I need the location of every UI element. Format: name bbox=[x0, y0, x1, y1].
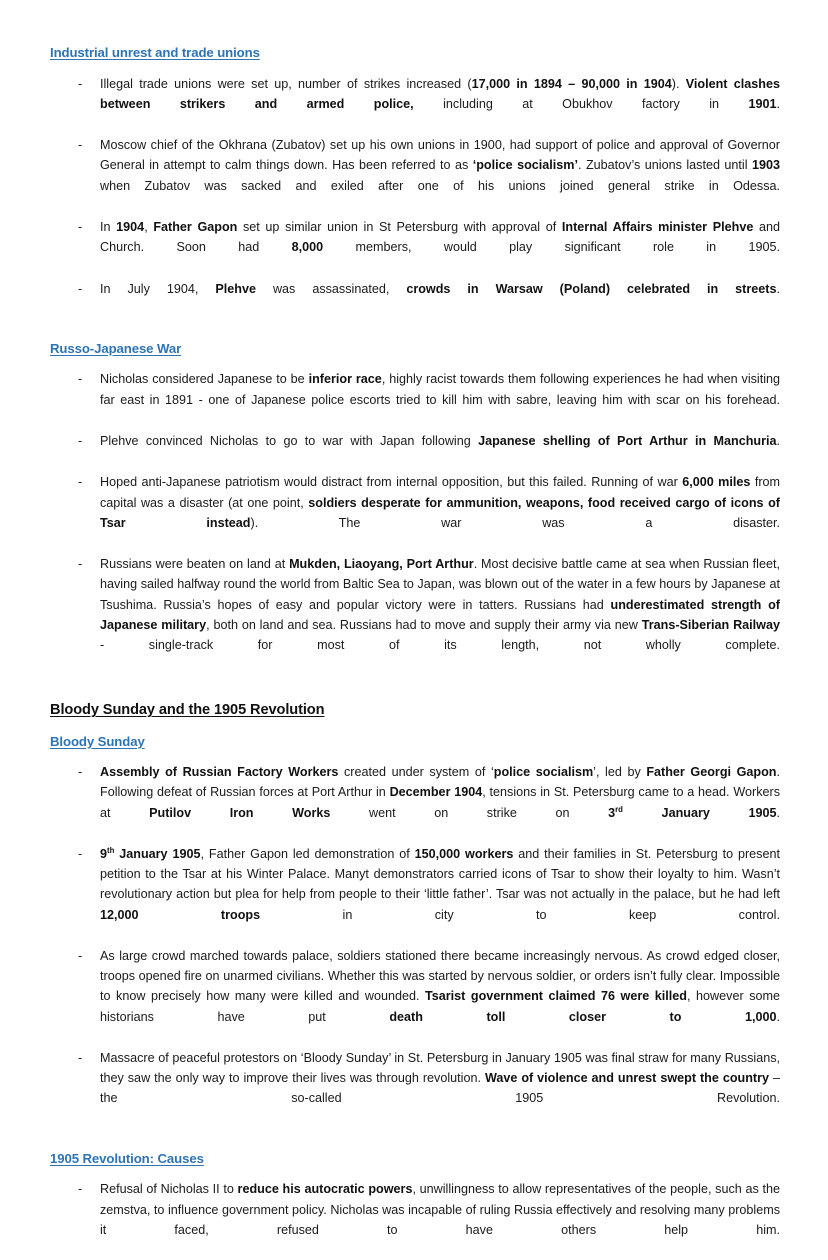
bullet-dash: - bbox=[78, 434, 83, 449]
text-run-bold: 1901 bbox=[748, 96, 777, 111]
text-run-bold: Tsarist government claimed 76 were killed bbox=[425, 989, 687, 1004]
text-run: members, would play significant role in 1905. bbox=[323, 240, 780, 255]
text-run: Nicholas considered Japanese to be bbox=[100, 372, 309, 387]
bullet-dash: - bbox=[78, 1051, 83, 1066]
text-run-bold: Father Georgi Gapon bbox=[646, 765, 777, 780]
text-run: Moscow chief of the Okhrana (Zubatov) set up his own unions in 1900, had support of police and approval of Governor General in attempt to calm things down. Has been referred to as bbox=[100, 138, 780, 173]
text-run: and Church. Soon had bbox=[100, 219, 780, 255]
list-item bbox=[50, 762, 780, 843]
list-item bbox=[50, 1179, 780, 1260]
bullet-list-1905-revolution-causes bbox=[50, 1179, 780, 1260]
bullet-dash: - bbox=[78, 1182, 83, 1197]
list-item-text bbox=[100, 844, 780, 945]
text-run-bold: 17,000 in 1894 – 90,000 in 1904 bbox=[471, 76, 672, 91]
list-item-text bbox=[100, 431, 780, 471]
text-run-bold: death toll closer to 1,000 bbox=[389, 1009, 777, 1024]
list-item bbox=[50, 1048, 780, 1129]
text-run: - single-track for most of its length, not wholly complete. bbox=[100, 638, 780, 653]
text-run-bold: crowds in Warsaw (Poland) celebrated in streets bbox=[406, 281, 777, 296]
bullet-dash: - bbox=[78, 949, 83, 964]
text-run-bold: 12,000 troops bbox=[100, 907, 261, 922]
text-run-bold: 9 bbox=[100, 847, 108, 862]
text-run: , bbox=[144, 219, 154, 234]
text-run-bold: police socialism bbox=[493, 765, 594, 780]
bullet-dash: - bbox=[78, 765, 83, 780]
text-run: . Following defeat of Russian forces at Port Arthur in bbox=[100, 765, 780, 800]
text-run: . Zubatov’s unions lasted until bbox=[578, 158, 752, 173]
text-run: As large crowd marched towards palace, soldiers stationed there became increasingly nervous. As crowd edged closer, troops opened fire on unarmed civilians. Whether this was started by nervous soldier, or orders isn’t fully clear. Impossible to know precisely how many were killed and wounded. bbox=[100, 949, 780, 1004]
text-run-bold: ‘police socialism’ bbox=[472, 158, 578, 173]
text-run: , Father Gapon led demonstration of bbox=[200, 847, 415, 862]
heading-bloody-sunday: Bloody Sunday bbox=[50, 733, 145, 749]
list-item-text bbox=[100, 369, 780, 430]
text-run: . Most decisive battle came at sea when Russian fleet, having sailed halfway round the world from Baltic Sea to Japan, was blown out of the water in a few hours by Japanese at Tsushima. Russia’s hopes of easy and popular victory were in tatters. Russians had bbox=[100, 557, 780, 612]
text-run-bold: December 1904 bbox=[389, 785, 483, 800]
list-item-text bbox=[100, 1048, 780, 1129]
heading-russo-japanese-war: Russo-Japanese War bbox=[50, 340, 182, 356]
text-run: ). bbox=[671, 76, 686, 91]
text-run-bold: Violent clashes between strikers and armed police, bbox=[100, 76, 781, 111]
heading-industrial-unrest: Industrial unrest and trade unions bbox=[50, 45, 260, 60]
list-item bbox=[50, 946, 780, 1047]
text-run: was assassinated, bbox=[255, 281, 407, 296]
text-run-bold: January 1905 bbox=[114, 847, 201, 862]
bullet-dash: - bbox=[78, 281, 83, 296]
text-run: – the so-called 1905 Revolution. bbox=[100, 1071, 780, 1106]
text-run: In July 1904, bbox=[100, 281, 216, 296]
text-run: when Zubatov was sacked and exiled after one of his unions joined general strike in Odessa. bbox=[100, 178, 780, 193]
bullet-dash: - bbox=[78, 557, 83, 572]
text-run: . bbox=[776, 434, 780, 449]
bullet-dash: - bbox=[78, 372, 83, 387]
bullet-dash: - bbox=[78, 847, 83, 862]
text-run: . bbox=[776, 96, 780, 111]
text-run: in city to keep control. bbox=[260, 907, 780, 922]
text-run-bold: 6,000 miles bbox=[682, 475, 751, 490]
text-run: went on strike on bbox=[330, 805, 609, 820]
text-run-bold: reduce his autocratic powers bbox=[237, 1182, 413, 1197]
heading-bloody-sunday-and-1905-revolution: Bloody Sunday and the 1905 Revolution bbox=[50, 702, 325, 719]
list-item bbox=[50, 554, 780, 675]
bullet-dash: - bbox=[78, 219, 83, 234]
text-run-bold: Father Gapon bbox=[153, 219, 238, 234]
text-run: set up similar union in St Petersburg with approval of bbox=[237, 219, 562, 234]
section-1905-revolution-causes bbox=[50, 1151, 780, 1260]
text-run-bold: Assembly of Russian Factory Workers bbox=[100, 765, 339, 780]
bullet-list-russo-japanese-war bbox=[50, 369, 780, 675]
text-run-bold: Wave of violence and unrest swept the country bbox=[484, 1071, 770, 1086]
text-run: from capital was a disaster (at one point, bbox=[100, 475, 781, 510]
list-item bbox=[50, 472, 780, 553]
text-run: In bbox=[100, 219, 117, 234]
section-bloody-sunday bbox=[50, 734, 780, 1129]
list-item bbox=[50, 217, 780, 278]
list-item bbox=[50, 844, 780, 945]
text-run: . bbox=[776, 1009, 780, 1024]
text-run: Illegal trade unions were set up, number of strikes increased ( bbox=[100, 76, 472, 91]
text-run: , highly racist towards them following experiences he had when visiting far east in 1891 - one of Japanese police escorts tried to kill him with sabre, leaving him with scar on his forehead. bbox=[100, 372, 781, 407]
section-russo-japanese-war bbox=[50, 341, 780, 676]
list-item-text bbox=[100, 472, 780, 553]
list-item bbox=[50, 135, 780, 216]
heading-1905-revolution-causes: 1905 Revolution: Causes bbox=[50, 1150, 204, 1166]
text-run-bold: 150,000 workers bbox=[414, 847, 514, 862]
text-run-bold: soldiers desperate for ammunition, weapons, food received cargo of icons of Tsar instead bbox=[100, 495, 780, 530]
bullet-dash: - bbox=[78, 475, 83, 490]
text-run: Plehve convinced Nicholas to go to war with Japan following bbox=[100, 434, 479, 449]
text-run-bold: Internal Affairs minister Plehve bbox=[561, 219, 754, 234]
text-run-bold: Plehve bbox=[215, 281, 256, 296]
list-item-text bbox=[100, 74, 780, 135]
list-item bbox=[50, 279, 780, 319]
bullet-list-bloody-sunday bbox=[50, 762, 780, 1129]
section-bloody-sunday-1905-revolution bbox=[50, 701, 780, 719]
text-run: . bbox=[776, 805, 780, 820]
list-item-text bbox=[100, 135, 780, 216]
text-run-bold: Mukden, Liaoyang, Port Arthur bbox=[289, 557, 474, 572]
text-run-bold: 3 bbox=[608, 805, 616, 820]
ordinal-suffix-text: th bbox=[107, 845, 115, 855]
list-item bbox=[50, 431, 780, 471]
text-run-bold: 8,000 bbox=[291, 240, 324, 255]
list-item-text bbox=[100, 762, 780, 843]
text-run: created under system of ‘ bbox=[338, 765, 494, 780]
bullet-dash: - bbox=[78, 76, 83, 91]
text-run: Hoped anti-Japanese patriotism would distract from internal opposition, but this failed. Running of war bbox=[100, 475, 683, 490]
text-run-bold: 1903 bbox=[751, 158, 781, 173]
ordinal-suffix bbox=[615, 806, 623, 820]
text-run: ). The war was a disaster. bbox=[250, 515, 780, 530]
text-run: Russians were beaten on land at bbox=[100, 557, 290, 572]
list-item-text bbox=[100, 554, 780, 675]
list-item-text bbox=[100, 217, 780, 278]
text-run: , unwillingness to allow representatives of the people, such as the zemstva, to influence government policy. Nicholas was incapable of ruling Russia effectively and resolving many problems it faced, refused to have others help him. bbox=[100, 1182, 780, 1237]
bullet-dash: - bbox=[78, 138, 83, 153]
text-run-bold: Trans-Siberian Railway bbox=[641, 617, 780, 632]
text-run-bold: Japanese shelling of Port Arthur in Manchuria bbox=[478, 434, 777, 449]
text-run: Massacre of peaceful protestors on ‘Bloody Sunday’ in St. Petersburg in January 1905 was final straw for many Russians, they saw the only way to improve their lives was through revolution. bbox=[100, 1051, 780, 1086]
list-item-text bbox=[100, 279, 780, 319]
document-body bbox=[50, 45, 780, 1260]
ordinal-suffix-text: rd bbox=[615, 804, 623, 814]
text-run: , tensions in St. Petersburg came to a head. Workers at bbox=[100, 785, 780, 820]
bullet-list-industrial-unrest bbox=[50, 74, 780, 319]
text-run: . bbox=[776, 281, 780, 296]
text-run: ’, led by bbox=[593, 765, 647, 780]
text-run: Refusal of Nicholas II to bbox=[100, 1182, 238, 1197]
text-run: , both on land and sea. Russians had to move and supply their army via new bbox=[206, 617, 642, 632]
text-run-bold: underestimated strength of Japanese military bbox=[100, 597, 780, 632]
text-run-bold: January 1905 bbox=[622, 805, 777, 820]
list-item-text bbox=[100, 1179, 780, 1260]
text-run-bold: 1904 bbox=[116, 219, 145, 234]
text-run: and their families in St. Petersburg to present petition to the Tsar at his Winter Palace. Manyt demonstrators carried icons of Tsar to show their loyalty to him. Wasn’t revolutionary action but plea for help from people to their ‘little father’. Tsar was not actually in the palace, but he had left bbox=[100, 847, 780, 902]
text-run-bold: Putilov Iron Works bbox=[149, 805, 331, 820]
section-industrial-unrest bbox=[50, 45, 780, 319]
list-item bbox=[50, 74, 780, 135]
text-run-bold: inferior race bbox=[308, 372, 382, 387]
list-item-text bbox=[100, 946, 780, 1047]
text-run: including at Obukhov factory in bbox=[413, 96, 749, 111]
list-item bbox=[50, 369, 780, 430]
text-run: , however some historians have put bbox=[100, 989, 780, 1024]
